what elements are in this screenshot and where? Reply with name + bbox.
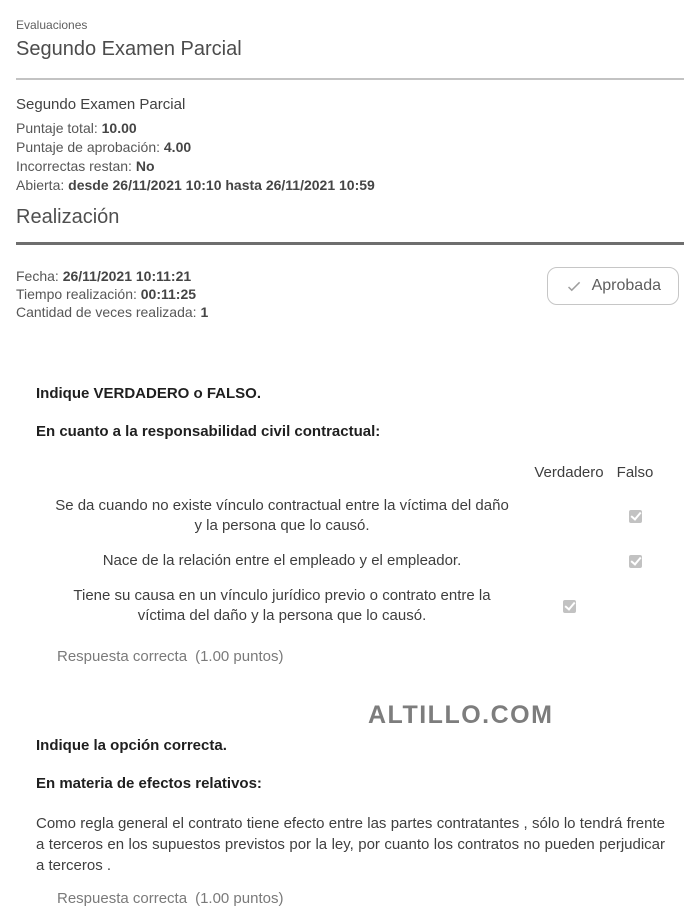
watermark: ALTILLO.COM [368, 701, 554, 729]
answer-cell-falso [610, 510, 660, 523]
page-title: Segundo Examen Parcial [16, 38, 242, 60]
page-header [0, 0, 700, 61]
result-points: (1.00 puntos) [195, 890, 284, 907]
field-value: 10.00 [101, 120, 137, 136]
status-approved-button[interactable] [547, 267, 679, 305]
field-value: 1 [200, 304, 209, 320]
exam-name: Segundo Examen Parcial [16, 96, 186, 113]
answer-cell-falso [610, 600, 660, 613]
check-icon [565, 277, 583, 295]
answer-text: Como regla general el contrato tiene efecto entre las partes contratantes , sólo lo tendrá frente a terceros en los supuestos previstos por la ley, por cuanto los contratos no pueden perjudicar a terceros . [36, 815, 665, 874]
field-label: Fecha: [16, 268, 59, 284]
attempt-count [16, 303, 208, 321]
answer-cell-verdadero [528, 555, 610, 568]
checkbox-icon[interactable] [563, 600, 576, 613]
field-label: Tiempo realización: [16, 286, 137, 302]
question-2 [36, 737, 665, 907]
result-points: (1.00 puntos) [195, 648, 284, 665]
exam-open-window [16, 176, 684, 195]
true-false-table [36, 464, 665, 626]
exam-info-section [0, 80, 700, 230]
attempt-info [16, 267, 208, 321]
exam-passing-score [16, 138, 684, 157]
exam-penalty [16, 157, 684, 176]
field-label: Puntaje de aprobación: [16, 139, 160, 155]
attempt-date [16, 267, 208, 285]
answer-cell-verdadero [528, 600, 610, 613]
exam-total-score [16, 119, 684, 138]
field-value: 4.00 [163, 139, 192, 155]
question-instruction: Indique VERDADERO o FALSO. [36, 385, 262, 402]
field-value: No [135, 158, 155, 174]
field-value: 26/11/2021 10:11:21 [62, 268, 192, 284]
field-label: Puntaje total: [16, 120, 98, 136]
status-label: Aprobada [591, 277, 661, 294]
checkbox-icon[interactable] [629, 555, 642, 568]
question-prompt: En cuanto a la responsabilidad civil contractual: [36, 423, 381, 440]
statement-text: Se da cuando no existe vínculo contractual entre la víctima del daño y la persona que lo causó. [55, 497, 509, 534]
statement-text: Tiene su causa en un vínculo jurídico previo o contrato entre la víctima del daño y la persona que lo causó. [73, 587, 491, 624]
field-value: desde 26/11/2021 10:10 hasta 26/11/2021 10:59 [68, 177, 375, 193]
result-label: Respuesta correcta [57, 648, 188, 665]
field-value: 00:11:25 [140, 286, 197, 302]
column-header-verdadero: Verdadero [534, 464, 604, 481]
attempt-duration [16, 285, 208, 303]
answer-cell-falso [610, 555, 660, 568]
field-label: Cantidad de veces realizada: [16, 304, 197, 320]
section-title-realizacion: Realización [16, 206, 120, 228]
question-prompt: En materia de efectos relativos: [36, 775, 262, 792]
checkbox-icon[interactable] [629, 510, 642, 523]
result-label: Respuesta correcta [57, 890, 188, 907]
column-header-falso: Falso [616, 464, 654, 481]
result-line [57, 648, 665, 665]
answer-cell-verdadero [528, 510, 610, 523]
question-1 [36, 385, 665, 665]
result-line [57, 890, 665, 907]
field-label: Abierta: [16, 177, 65, 193]
breadcrumb[interactable]: Evaluaciones [16, 18, 88, 32]
statement-text: Nace de la relación entre el empleado y el empleador. [102, 552, 462, 569]
field-label: Incorrectas restan: [16, 158, 132, 174]
question-instruction: Indique la opción correcta. [36, 737, 227, 754]
attempt-section [0, 245, 700, 321]
